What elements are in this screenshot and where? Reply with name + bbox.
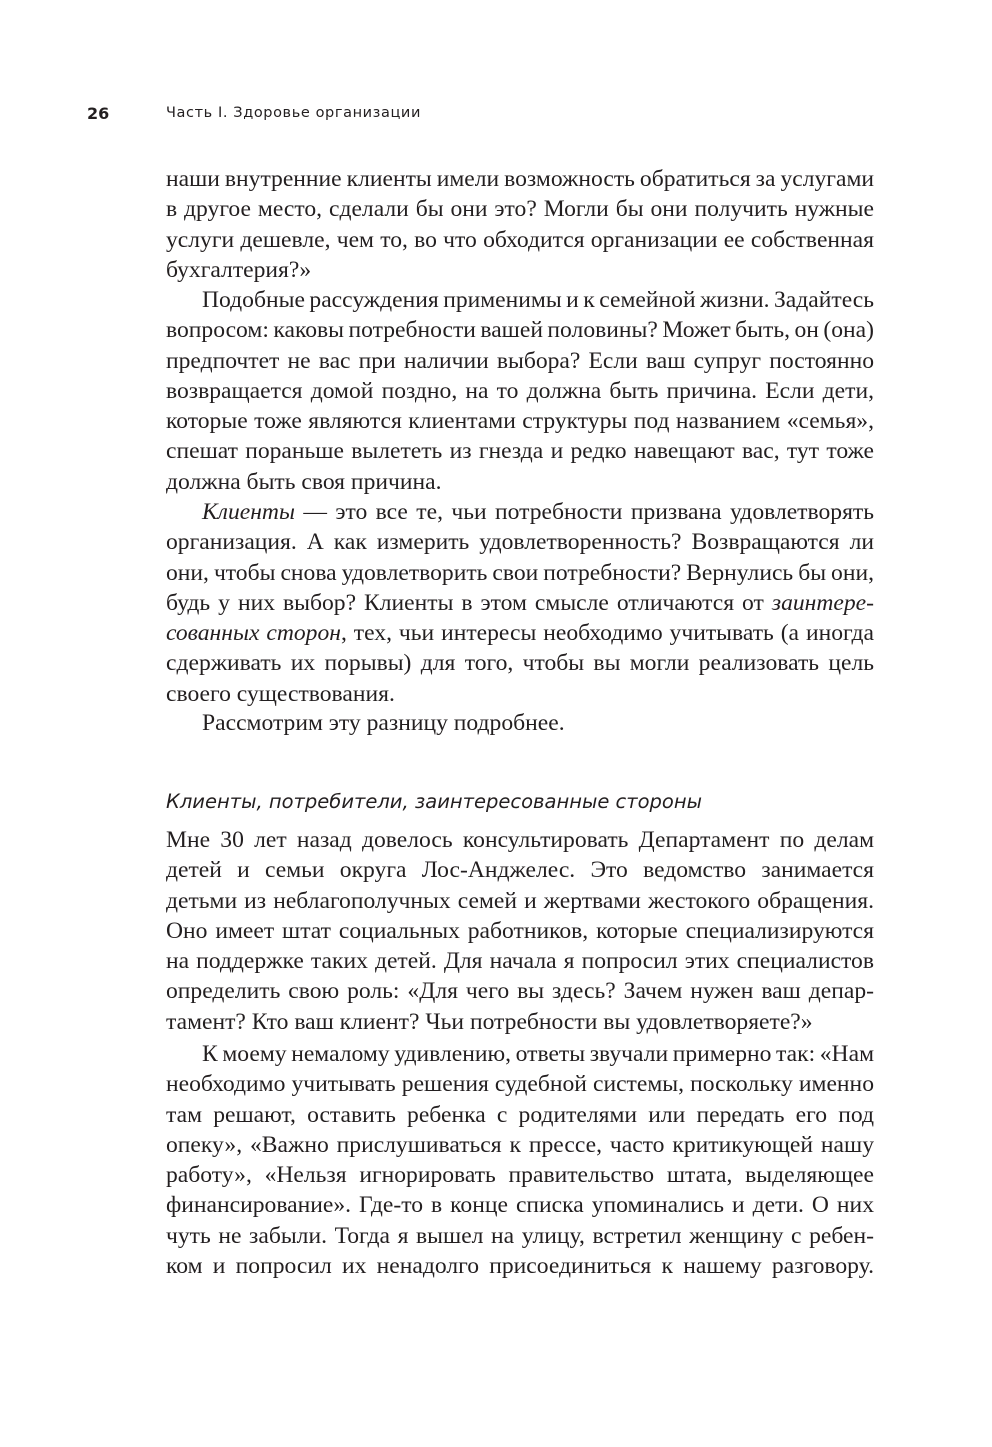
text-line xyxy=(166,497,874,527)
text-line: тамент? Кто ваш клиент? Чьи потребности вы удовлетворяете?» xyxy=(166,1008,813,1035)
text-line: К моему немалому удивлению, ответы звучали примерно так: «Нам xyxy=(202,1041,874,1067)
text-run: будь у них выбор? Клиенты в этом смысле отличаются от xyxy=(166,589,772,616)
paragraph xyxy=(166,825,874,1037)
text-line: вопросом: каковы потребности вашей половины? Может быть, он (она) xyxy=(166,317,874,344)
paragraph xyxy=(166,164,874,285)
paragraph xyxy=(166,285,874,497)
text-line: детей и семьи округа Лос-Анджелес. Это ведомство занимается xyxy=(166,857,874,884)
text-line: работу», «Нельзя игнорировать правительство штата, выделяющее xyxy=(166,1162,874,1189)
text-line: в другое место, сделали бы они это? Могли бы они получить нужные xyxy=(166,196,874,223)
text-line: сдерживать их порывы) для того, чтобы вы могли реализовать цель xyxy=(166,650,874,677)
text-line: должна быть своя причина. xyxy=(166,468,442,495)
text-line: необходимо учитывать решения судебной системы, поскольку именно xyxy=(166,1071,874,1098)
paragraph xyxy=(166,497,874,709)
text-line: предпочтет не вас при наличии выбора? Если ваш супруг постоянно xyxy=(166,347,874,374)
text-line: организация. А как измерить удовлетворенность? Возвращаются ли xyxy=(166,529,874,556)
page-number: 26 xyxy=(87,104,110,123)
text-line: наши внутренние клиенты имели возможность обратиться за услугами xyxy=(166,166,874,192)
text-line: спешат пораньше вылететь из гнезда и редко навещают вас, тут тоже xyxy=(166,438,874,465)
text-line: опеку», «Важно прислушиваться к прессе, часто критикующей нашу xyxy=(166,1131,874,1158)
text-line: своего существования. xyxy=(166,680,395,707)
paragraph xyxy=(166,708,874,738)
paragraph xyxy=(166,1039,874,1281)
text-run: — это все те, чьи потребности призвана удовлетворять xyxy=(294,499,874,525)
text-line: Оно имеет штат социальных работников, которые специализируются xyxy=(166,917,874,944)
text-line: Мне 30 лет назад довелось консультировать Департамент по делам xyxy=(166,827,874,853)
text-line: финансирование». Где-то в конце списка упоминались и дети. О них xyxy=(166,1192,874,1219)
text-line: Рассмотрим эту разницу подробнее. xyxy=(202,710,565,736)
text-line: там решают, оставить ребенка с родителями или передать его под xyxy=(166,1101,874,1128)
text-line: они, чтобы снова удовлетворить свои потребности? Вернулись бы они, xyxy=(166,559,874,586)
text-line xyxy=(166,618,874,648)
text-line: возвращается домой поздно, на то должна быть причина. Если дети, xyxy=(166,377,874,404)
text-line: ком и попросил их ненадолго присоединиться к нашему разговору. xyxy=(166,1253,874,1280)
text-run: , тех, чьи интересы необходимо учитывать (а иногда xyxy=(340,620,874,647)
text-line xyxy=(166,588,874,618)
text-line: Подобные рассуждения применимы и к семейной жизни. Задайтесь xyxy=(202,287,874,313)
text-line: услуги дешевле, чем то, во что обходится организации ее собственная xyxy=(166,226,874,253)
text-line: определить свою роль: «Для чего вы здесь? Зачем нужен ваш депар- xyxy=(166,978,874,1005)
emphasis: сованных сторон xyxy=(166,620,341,647)
running-header xyxy=(0,104,992,128)
text-line: бухгалтерия?» xyxy=(166,256,312,283)
emphasis: заинтере- xyxy=(771,589,874,616)
text-line: детьми из неблагополучных семей и жертвами жестокого обращения. xyxy=(166,887,874,914)
emphasis: Клиенты xyxy=(202,499,295,525)
text-line: которые тоже являются клиентами структуры под названием «семья», xyxy=(166,408,874,435)
text-line: чуть не забыли. Тогда я вышел на улицу, встретил женщину с ребен- xyxy=(166,1222,874,1249)
text-line: на поддержке таких детей. Для начала я попросил этих специалистов xyxy=(166,948,874,975)
running-title: Часть I. Здоровье организации xyxy=(166,105,421,121)
section-subheading: Клиенты, потребители, заинтересованные стороны xyxy=(166,790,703,813)
